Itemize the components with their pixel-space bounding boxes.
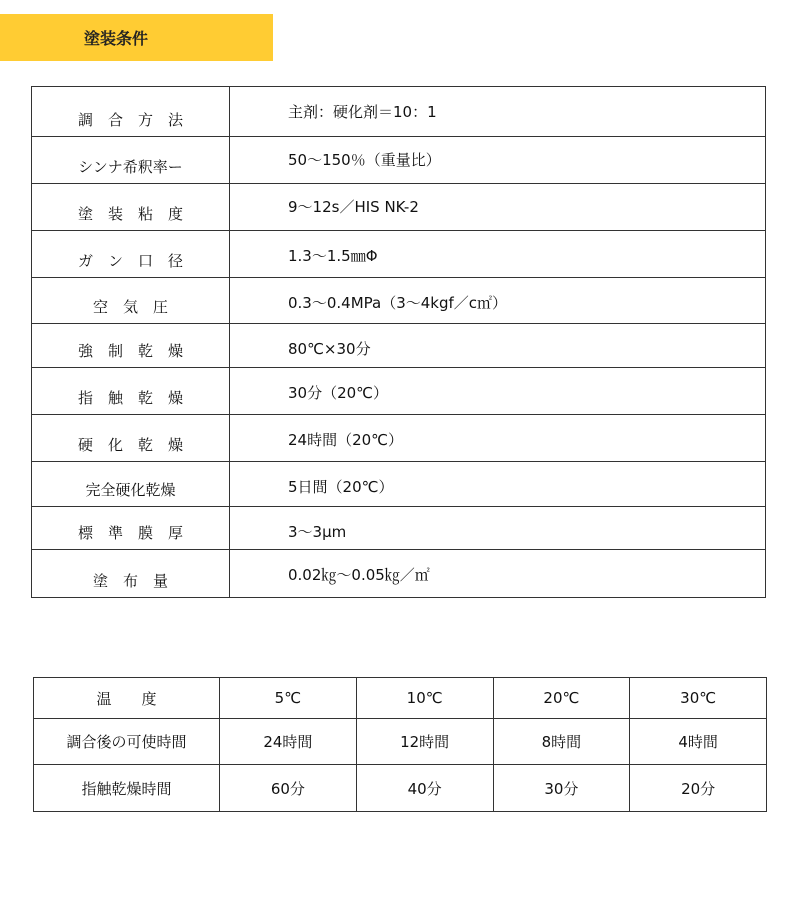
row-label: ガ ン 口 径 bbox=[32, 231, 230, 278]
table-row bbox=[32, 184, 766, 231]
table-row bbox=[32, 507, 766, 550]
row-value: 1.3～1.5㎜Φ bbox=[230, 231, 766, 278]
header-cell: 20℃ bbox=[493, 678, 630, 719]
row-label: 塗 布 量 bbox=[32, 550, 230, 598]
row-value: 0.3～0.4MPa（3～4kgf／c㎡） bbox=[230, 278, 766, 324]
table-cell: 12時間 bbox=[356, 719, 493, 765]
table-cell: 20分 bbox=[630, 765, 767, 812]
row-label: 完全硬化乾燥 bbox=[32, 462, 230, 507]
row-value: 主剤：硬化剤＝10：1 bbox=[230, 87, 766, 137]
table-row bbox=[32, 324, 766, 368]
row-value: 30分（20℃） bbox=[230, 368, 766, 415]
row-label: 指 触 乾 燥 bbox=[32, 368, 230, 415]
table-cell: 8時間 bbox=[493, 719, 630, 765]
row-value: 9～12s／HIS NK-2 bbox=[230, 184, 766, 231]
table-row bbox=[32, 231, 766, 278]
row-value: 50～150％（重量比） bbox=[230, 137, 766, 184]
table-cell: 40分 bbox=[356, 765, 493, 812]
header-cell: 30℃ bbox=[630, 678, 767, 719]
row-label: シンナ希釈率ー bbox=[32, 137, 230, 184]
row-value: 5日間（20℃） bbox=[230, 462, 766, 507]
section-title bbox=[0, 14, 273, 61]
table-cell: 30分 bbox=[493, 765, 630, 812]
row-label: 指触乾燥時間 bbox=[34, 765, 220, 812]
table-row bbox=[32, 368, 766, 415]
row-value: 24時間（20℃） bbox=[230, 415, 766, 462]
temperature-table bbox=[33, 677, 767, 812]
table-row bbox=[34, 765, 767, 812]
table-row bbox=[32, 137, 766, 184]
row-label: 塗 装 粘 度 bbox=[32, 184, 230, 231]
row-value: 3～3μm bbox=[230, 507, 766, 550]
table-cell: 60分 bbox=[220, 765, 357, 812]
row-label: 標 準 膜 厚 bbox=[32, 507, 230, 550]
table-cell: 24時間 bbox=[220, 719, 357, 765]
table-header-row bbox=[34, 678, 767, 719]
row-label: 調 合 方 法 bbox=[32, 87, 230, 137]
table-row bbox=[32, 550, 766, 598]
row-value: 0.02㎏～0.05㎏／㎡ bbox=[230, 550, 766, 598]
coating-conditions-table bbox=[31, 86, 766, 598]
row-value: 80℃×30分 bbox=[230, 324, 766, 368]
row-label: 硬 化 乾 燥 bbox=[32, 415, 230, 462]
table-cell: 4時間 bbox=[630, 719, 767, 765]
table-row bbox=[34, 719, 767, 765]
table-row bbox=[32, 87, 766, 137]
row-label: 調合後の可使時間 bbox=[34, 719, 220, 765]
table-row bbox=[32, 462, 766, 507]
header-cell: 5℃ bbox=[220, 678, 357, 719]
table-row bbox=[32, 278, 766, 324]
header-cell: 温 度 bbox=[34, 678, 220, 719]
section-title-text: 塗装条件 bbox=[84, 29, 149, 48]
row-label: 強 制 乾 燥 bbox=[32, 324, 230, 368]
table-row bbox=[32, 415, 766, 462]
header-cell: 10℃ bbox=[356, 678, 493, 719]
row-label: 空 気 圧 bbox=[32, 278, 230, 324]
